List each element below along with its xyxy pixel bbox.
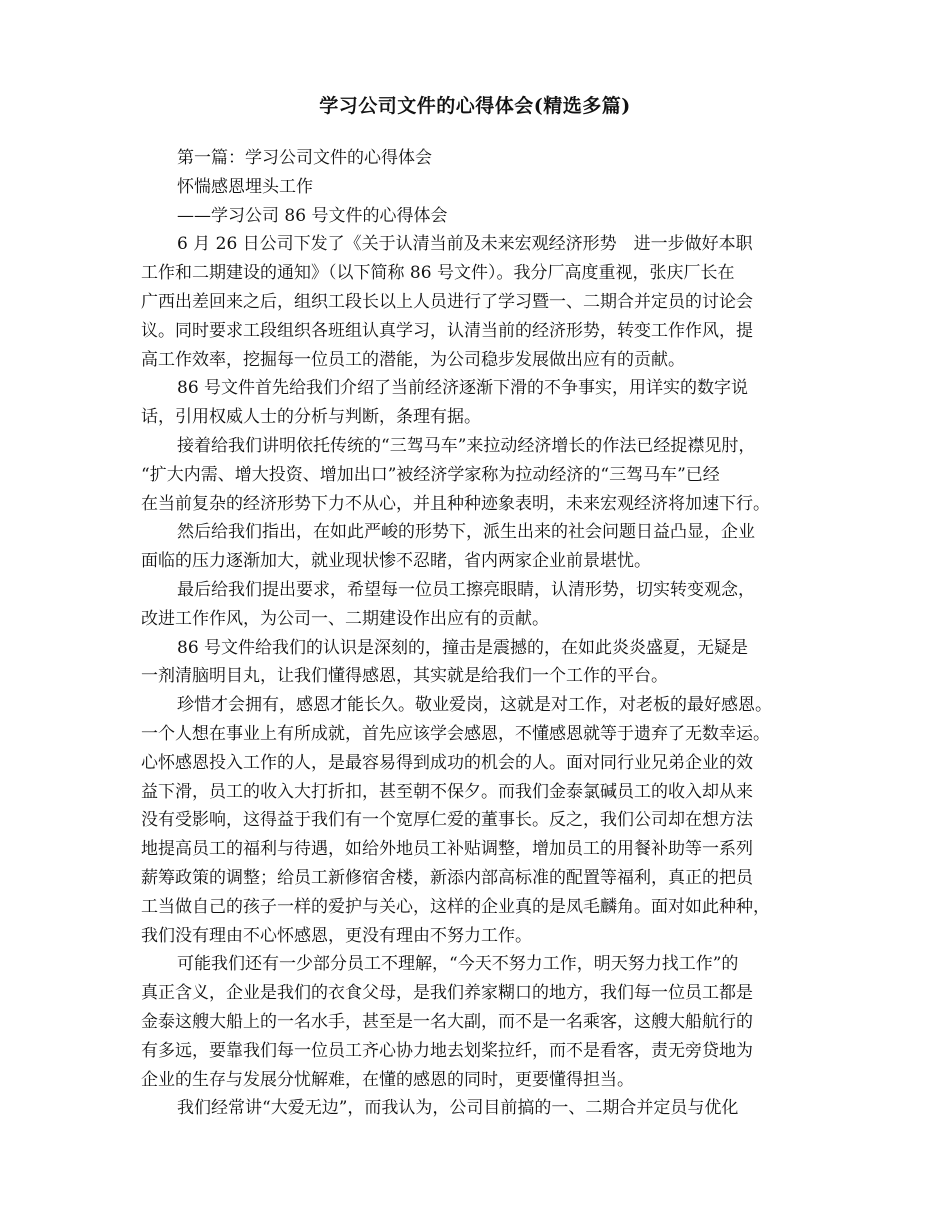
paragraph-line: 在当前复杂的经济形势下力不从心，并且种种迹象表明，未来宏观经济将加速下行。 [141, 493, 770, 514]
section-heading: 第一篇：学习公司文件的心得体会 [177, 148, 432, 168]
paragraph-line: 薪筹政策的调整；给员工新修宿舍楼，新添内部高标准的配置等福利，真正的把员 [141, 867, 753, 888]
paragraph-line: 金泰这艘大船上的一名水手，甚至是一名大副，而不是一名乘客，这艘大船航行的 [141, 1011, 753, 1032]
document-body [141, 144, 821, 1123]
document-title: 学习公司文件的心得体会(精选多篇) [319, 95, 631, 117]
paragraph-line: 一剂清脑明目丸，让我们懂得感恩，其实就是给我们一个工作的平台。 [141, 666, 668, 687]
article-title: 怀惴感恩埋头工作 [177, 176, 313, 197]
paragraph-line: 高工作效率，挖掘每一位员工的潜能，为公司稳步发展做出应有的贡献。 [141, 349, 685, 370]
paragraph-line: 珍惜才会拥有，感恩才能长久。敬业爱岗，这就是对工作，对老板的最好感恩。 [177, 695, 772, 716]
paragraph-line: 6 月 26 日公司下发了《关于认清当前及未来宏观经济形势 进一步做好本职 [177, 234, 753, 255]
paragraph-line: 益下滑，员工的收入大打折扣，甚至朝不保夕。而我们金泰氯碱员工的收入却从来 [141, 781, 753, 802]
paragraph-line: 我们没有理由不心怀感恩，更没有理由不努力工作。 [141, 925, 532, 946]
paragraph-line: 企业的生存与发展分忧解难，在懂的感恩的同时，更要懂得担当。 [141, 1069, 634, 1090]
paragraph-line: 话，引用权威人士的分析与判断，条理有据。 [141, 407, 481, 428]
paragraph-line: 86 号文件首先给我们介绍了当前经济逐渐下滑的不争事实，用详实的数字说 [177, 378, 749, 399]
paragraph-line: 地提高员工的福利与待遇，如给外地员工补贴调整，增加员工的用餐补助等一系列 [141, 839, 753, 860]
paragraph-line: 真正含义，企业是我们的衣食父母，是我们养家糊口的地方，我们每一位员工都是 [141, 983, 753, 1004]
paragraph-line: 最后给我们提出要求，希望每一位员工擦亮眼睛，认清形势，切实转变观念， [177, 579, 755, 600]
paragraph-line: 心怀感恩投入工作的人，是最容易得到成功的机会的人。面对同行业兄弟企业的效 [141, 752, 753, 773]
paragraph-line: 广西出差回来之后，组织工段长以上人员进行了学习暨一、二期合并定员的讨论会 [141, 291, 753, 312]
paragraph-line: 改进工作作风，为公司一、二期建设作出应有的贡献。 [141, 608, 549, 629]
paragraph-line: 接着给我们讲明依托传统的“三驾马车”来拉动经济增长的作法已经捉襟见肘， [177, 435, 756, 456]
paragraph-line: 没有受影响，这得益于我们有一个宽厚仁爱的董事长。反之，我们公司却在想方法 [141, 810, 753, 831]
paragraph-line: 面临的压力逐渐加大，就业现状惨不忍睹，省内两家企业前景堪忧。 [141, 551, 651, 572]
paragraph-line: 有多远，要靠我们每一位员工齐心协力地去划桨拉纤，而不是看客，责无旁贷地为 [141, 1040, 753, 1061]
paragraph-line: 86 号文件给我们的认识是深刻的，撞击是震撼的，在如此炎炎盛夏，无疑是 [177, 637, 749, 658]
paragraph-line: 工当做自己的孩子一样的爱护与关心，这样的企业真的是凤毛麟角。面对如此种种， [141, 896, 770, 917]
paragraph-line: 工作和二期建设的通知》（以下简称 86 号文件）。我分厂高度重视，张庆厂长在 [141, 263, 735, 284]
paragraph-line: 议。同时要求工段组织各班组认真学习，认清当前的经济形势，转变工作作风，提 [141, 320, 753, 341]
article-subtitle: ——学习公司 86 号文件的心得体会 [177, 205, 448, 226]
paragraph-line: 可能我们还有一少部分员工不理解，“今天不努力工作，明天努力找工作”的 [177, 954, 739, 975]
paragraph-line: 然后给我们指出，在如此严峻的形势下，派生出来的社会问题日益凸显，企业 [177, 522, 755, 543]
paragraph-line: 我们经常讲“大爱无边”，而我认为，公司目前搞的一、二期合并定员与优化 [177, 1098, 739, 1119]
paragraph-line: 一个人想在事业上有所成就，首先应该学会感恩，不懂感恩就等于遗弃了无数幸运。 [141, 723, 770, 744]
paragraph-line: “扩大内需、增大投资、增加出口”被经济学家称为拉动经济的“三驾马车”已经 [141, 464, 720, 485]
